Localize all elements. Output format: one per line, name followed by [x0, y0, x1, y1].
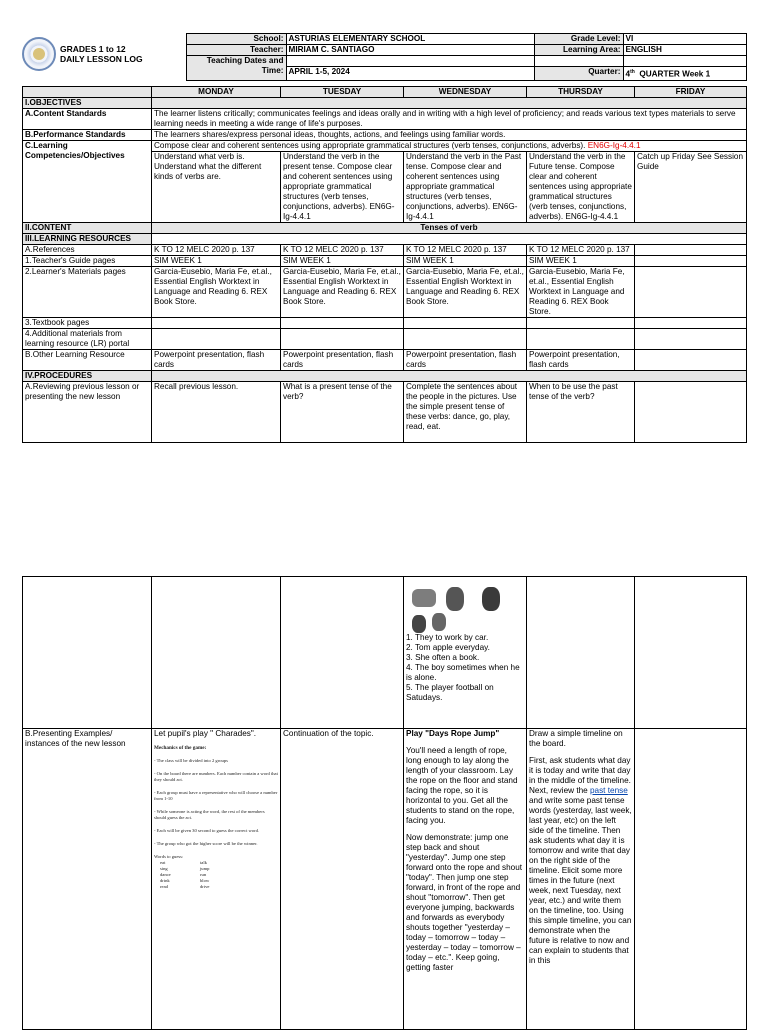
- tue-presenting: Continuation of the topic.: [281, 729, 404, 1030]
- wed-other: Powerpoint presentation, flash cards: [404, 350, 527, 371]
- mon-other: Powerpoint presentation, flash cards: [152, 350, 281, 371]
- references-label: A.References: [23, 245, 152, 256]
- mon-review: Recall previous lesson.: [152, 382, 281, 443]
- log-title-line2: DAILY LESSON LOG: [60, 53, 143, 64]
- thu-presenting: Draw a simple timeline on the board. First, ask students what day it is today and write that day in the middle of the timeline. Next, review the past tense and write some past tense words (yesterday, last week, last year, etc) on the left side of the timeline. Then ask students what day it is tomorrow and write that day on the right side of the timeline. Elicit some more times in the future (next week, next Tuesday, next year, etc.) and write them on the timeline, too. Using this simple timeline, you can demonstrate when the future is relative to now and can explain to students that in this: [527, 729, 635, 1030]
- people-pictures: [406, 577, 524, 633]
- sentence-1: 1. They to work by car.: [406, 633, 489, 642]
- sentence-4: 4. The boy sometimes when he is alone.: [406, 663, 520, 682]
- header-logo-cell: [22, 34, 186, 81]
- area-label: Learning Area:: [534, 45, 623, 56]
- teacher-label: Teacher:: [186, 45, 286, 56]
- procedures-label: IV.PROCEDURES: [23, 371, 152, 382]
- girl-reading-picture: [482, 587, 500, 611]
- boy-singing-picture: [412, 615, 426, 633]
- school-value: ASTURIAS ELEMENTARY SCHOOL: [286, 34, 534, 45]
- tue-review: What is a present tense of the verb?: [281, 382, 404, 443]
- content-standards-label: A.Content Standards: [23, 109, 152, 130]
- additional-materials-label: 4.Additional materials from learning resource (LR) portal: [23, 329, 152, 350]
- thu-lm: Garcia-Eusebio, Maria Fe, et.al., Essential English Worktext in Language and Reading 6. REX Book Store.: [527, 267, 635, 318]
- charades-mechanics: Mechanics of the game: - The class will be divided into 2 groups - On the board there are numbers. Each number contain a word that they should act. - Each group must have a representative who will choose a number from 1-10 - While someone is acting the word, the rest of the members should guess the act. - Each will be given 30 second to guess the correct word. - The group who got the higher score will be the winner. Words to guess: eat talk sing jump dance run drink blow read drive: [154, 745, 278, 889]
- wed-references: K TO 12 MELC 2020 p. 137: [404, 245, 527, 256]
- learning-resources-label: III.LEARNING RESOURCES: [23, 234, 152, 245]
- thu-references: K TO 12 MELC 2020 p. 137: [527, 245, 635, 256]
- learning-competencies-span: Compose clear and coherent sentences using appropriate grammatical structures (verb tenses, conjunctions, adverbs). EN6G-Ig-4.4.1: [152, 141, 747, 152]
- wed-objective: Understand the verb in the Past tense. Compose clear and coherent sentences using appropriate grammatical structures (verb tenses, conjunctions, adverbs). EN6G-Ig-4.4.1: [404, 152, 527, 223]
- performance-standards-label: B.Performance Standards: [23, 130, 152, 141]
- mon-lm: Garcia-Eusebio, Maria Fe, et.al., Essential English Worktext in Language and Reading 6. REX Book Store.: [152, 267, 281, 318]
- grade-label: Grade Level:: [534, 34, 623, 45]
- log-title-line1: GRADES 1 to 12: [60, 43, 126, 54]
- day-tuesday: TUESDAY: [281, 87, 404, 98]
- wed-presenting: Play "Days Rope Jump" You'll need a length of rope, long enough to lay along the length of your classroom. Lay the rope on the floor and stand facing the rope, so it is horizontal to you. Get all the students to stand on the rope, facing you. Now demonstrate: jump one step back and shout "yesterday". Jump one step forward onto the rope and shout "today". Then jump one step forward, in front of the rope and shout "tomorrow". Then get everyone jumping, backwards and forwards as everybody shouts together "yesterday – today – tomorrow – today – yesterday – today – tomorrow – today – etc.". Keep going, getting faster: [404, 729, 527, 1030]
- tue-references: K TO 12 MELC 2020 p. 137: [281, 245, 404, 256]
- grade-value: VI: [623, 34, 746, 45]
- thu-review: When to be use the past tense of the verb?: [527, 382, 635, 443]
- football-player-picture: [432, 613, 446, 631]
- day-wednesday: WEDNESDAY: [404, 87, 527, 98]
- sentence-2: 2. Tom apple everyday.: [406, 643, 490, 652]
- sentence-5: 5. The player football on Satudays.: [406, 683, 494, 702]
- wed-review: Complete the sentences about the people in the pictures. Use the simple present tense of these verbs: dance, go, play, read, eat.: [404, 382, 527, 443]
- quarter-label: Quarter:: [534, 67, 623, 81]
- learners-materials-label: 2.Learner's Materials pages: [23, 267, 152, 318]
- tue-objective: Understand the verb in the present tense. Compose clear and coherent sentences using appropriate grammatical structures (verb tenses, conjunctions, adverbs). EN6G-Ig-4.4.1: [281, 152, 404, 223]
- fri-objective: Catch up Friday See Session Guide: [635, 152, 747, 223]
- wed-lm: Garcia-Eusebio, Maria Fe, et.al., Essential English Worktext in Language and Reading 6. REX Book Store.: [404, 267, 527, 318]
- mon-objective: Understand what verb is. Understand what the different kinds of verbs are.: [152, 152, 281, 223]
- wed-review-continued: [404, 577, 527, 729]
- tue-other: Powerpoint presentation, flash cards: [281, 350, 404, 371]
- car-picture: [412, 589, 436, 607]
- mon-presenting: Let pupil's play " Charades". Mechanics of the game: - The class will be divided into 2 groups - On the board there are numbers. Each number contain a word that they should act. - Each group must have a representative who will choose a number from 1-10 - While someone is acting the word, the rest of the members should guess the act. - Each will be given 30 second to guess the correct word. - The group who got the higher score will be the winner. Words to guess: eat talk sing jump dance run drink blow read drive: [152, 729, 281, 1030]
- competency-code: EN6G-Ig-4.4.1: [587, 141, 641, 150]
- school-label: School:: [186, 34, 286, 45]
- mon-references: K TO 12 MELC 2020 p. 137: [152, 245, 281, 256]
- objectives-label: I.OBJECTIVES: [23, 98, 152, 109]
- sentence-3: 3. She often a book.: [406, 653, 480, 662]
- learning-competencies-label: C.Learning Competencies/Objectives: [23, 141, 152, 223]
- presenting-label: B.Presenting Examples/ instances of the new lesson: [23, 729, 152, 1030]
- thu-tg: SIM WEEK 1: [527, 256, 635, 267]
- textbook-label: 3.Textbook pages: [23, 318, 152, 329]
- boy-apple-picture: [446, 587, 464, 611]
- rope-jump-title: Play "Days Rope Jump": [406, 729, 500, 738]
- reviewing-label: A.Reviewing previous lesson or presenting the new lesson: [23, 382, 152, 443]
- area-value: ENGLISH: [623, 45, 746, 56]
- mon-tg: SIM WEEK 1: [152, 256, 281, 267]
- lesson-table-continued: [22, 576, 747, 1030]
- dates-label: Teaching Dates and Time:: [186, 56, 286, 81]
- teachers-guide-label: 1.Teacher's Guide pages: [23, 256, 152, 267]
- wed-tg: SIM WEEK 1: [404, 256, 527, 267]
- quarter-value: 4th QUARTER Week 1: [623, 67, 746, 81]
- tue-tg: SIM WEEK 1: [281, 256, 404, 267]
- performance-standards: The learners shares/express personal ideas, thoughts, actions, and feelings using familiar words.: [152, 130, 747, 141]
- thu-other: Powerpoint presentation, flash cards: [527, 350, 635, 371]
- content-topic: Tenses of verb: [152, 223, 747, 234]
- teacher-value: MIRIAM C. SANTIAGO: [286, 45, 534, 56]
- day-friday: FRIDAY: [635, 87, 747, 98]
- thu-objective: Understand the verb in the Future tense. Compose clear and coherent sentences using appropriate grammatical structures (verb tenses, conjunctions, adverbs). EN6G-Ig-4.4.1: [527, 152, 635, 223]
- content-standards: The learner listens critically; communicates feelings and ideas orally and in writing with a high level of proficiency; and reads various text types materials to serve learning needs in meeting a wide range of life's purposes.: [152, 109, 747, 130]
- day-thursday: THURSDAY: [527, 87, 635, 98]
- tue-lm: Garcia-Eusebio, Maria Fe, et.al., Essential English Worktext in Language and Reading 6. REX Book Store.: [281, 267, 404, 318]
- lesson-table: [22, 86, 747, 443]
- header-table: [22, 33, 747, 81]
- day-monday: MONDAY: [152, 87, 281, 98]
- content-label: II.CONTENT: [23, 223, 152, 234]
- deped-seal-icon: [22, 37, 56, 71]
- dates-value: APRIL 1-5, 2024: [286, 67, 534, 81]
- past-tense-link[interactable]: past tense: [589, 786, 628, 795]
- other-resources-label: B.Other Learning Resource: [23, 350, 152, 371]
